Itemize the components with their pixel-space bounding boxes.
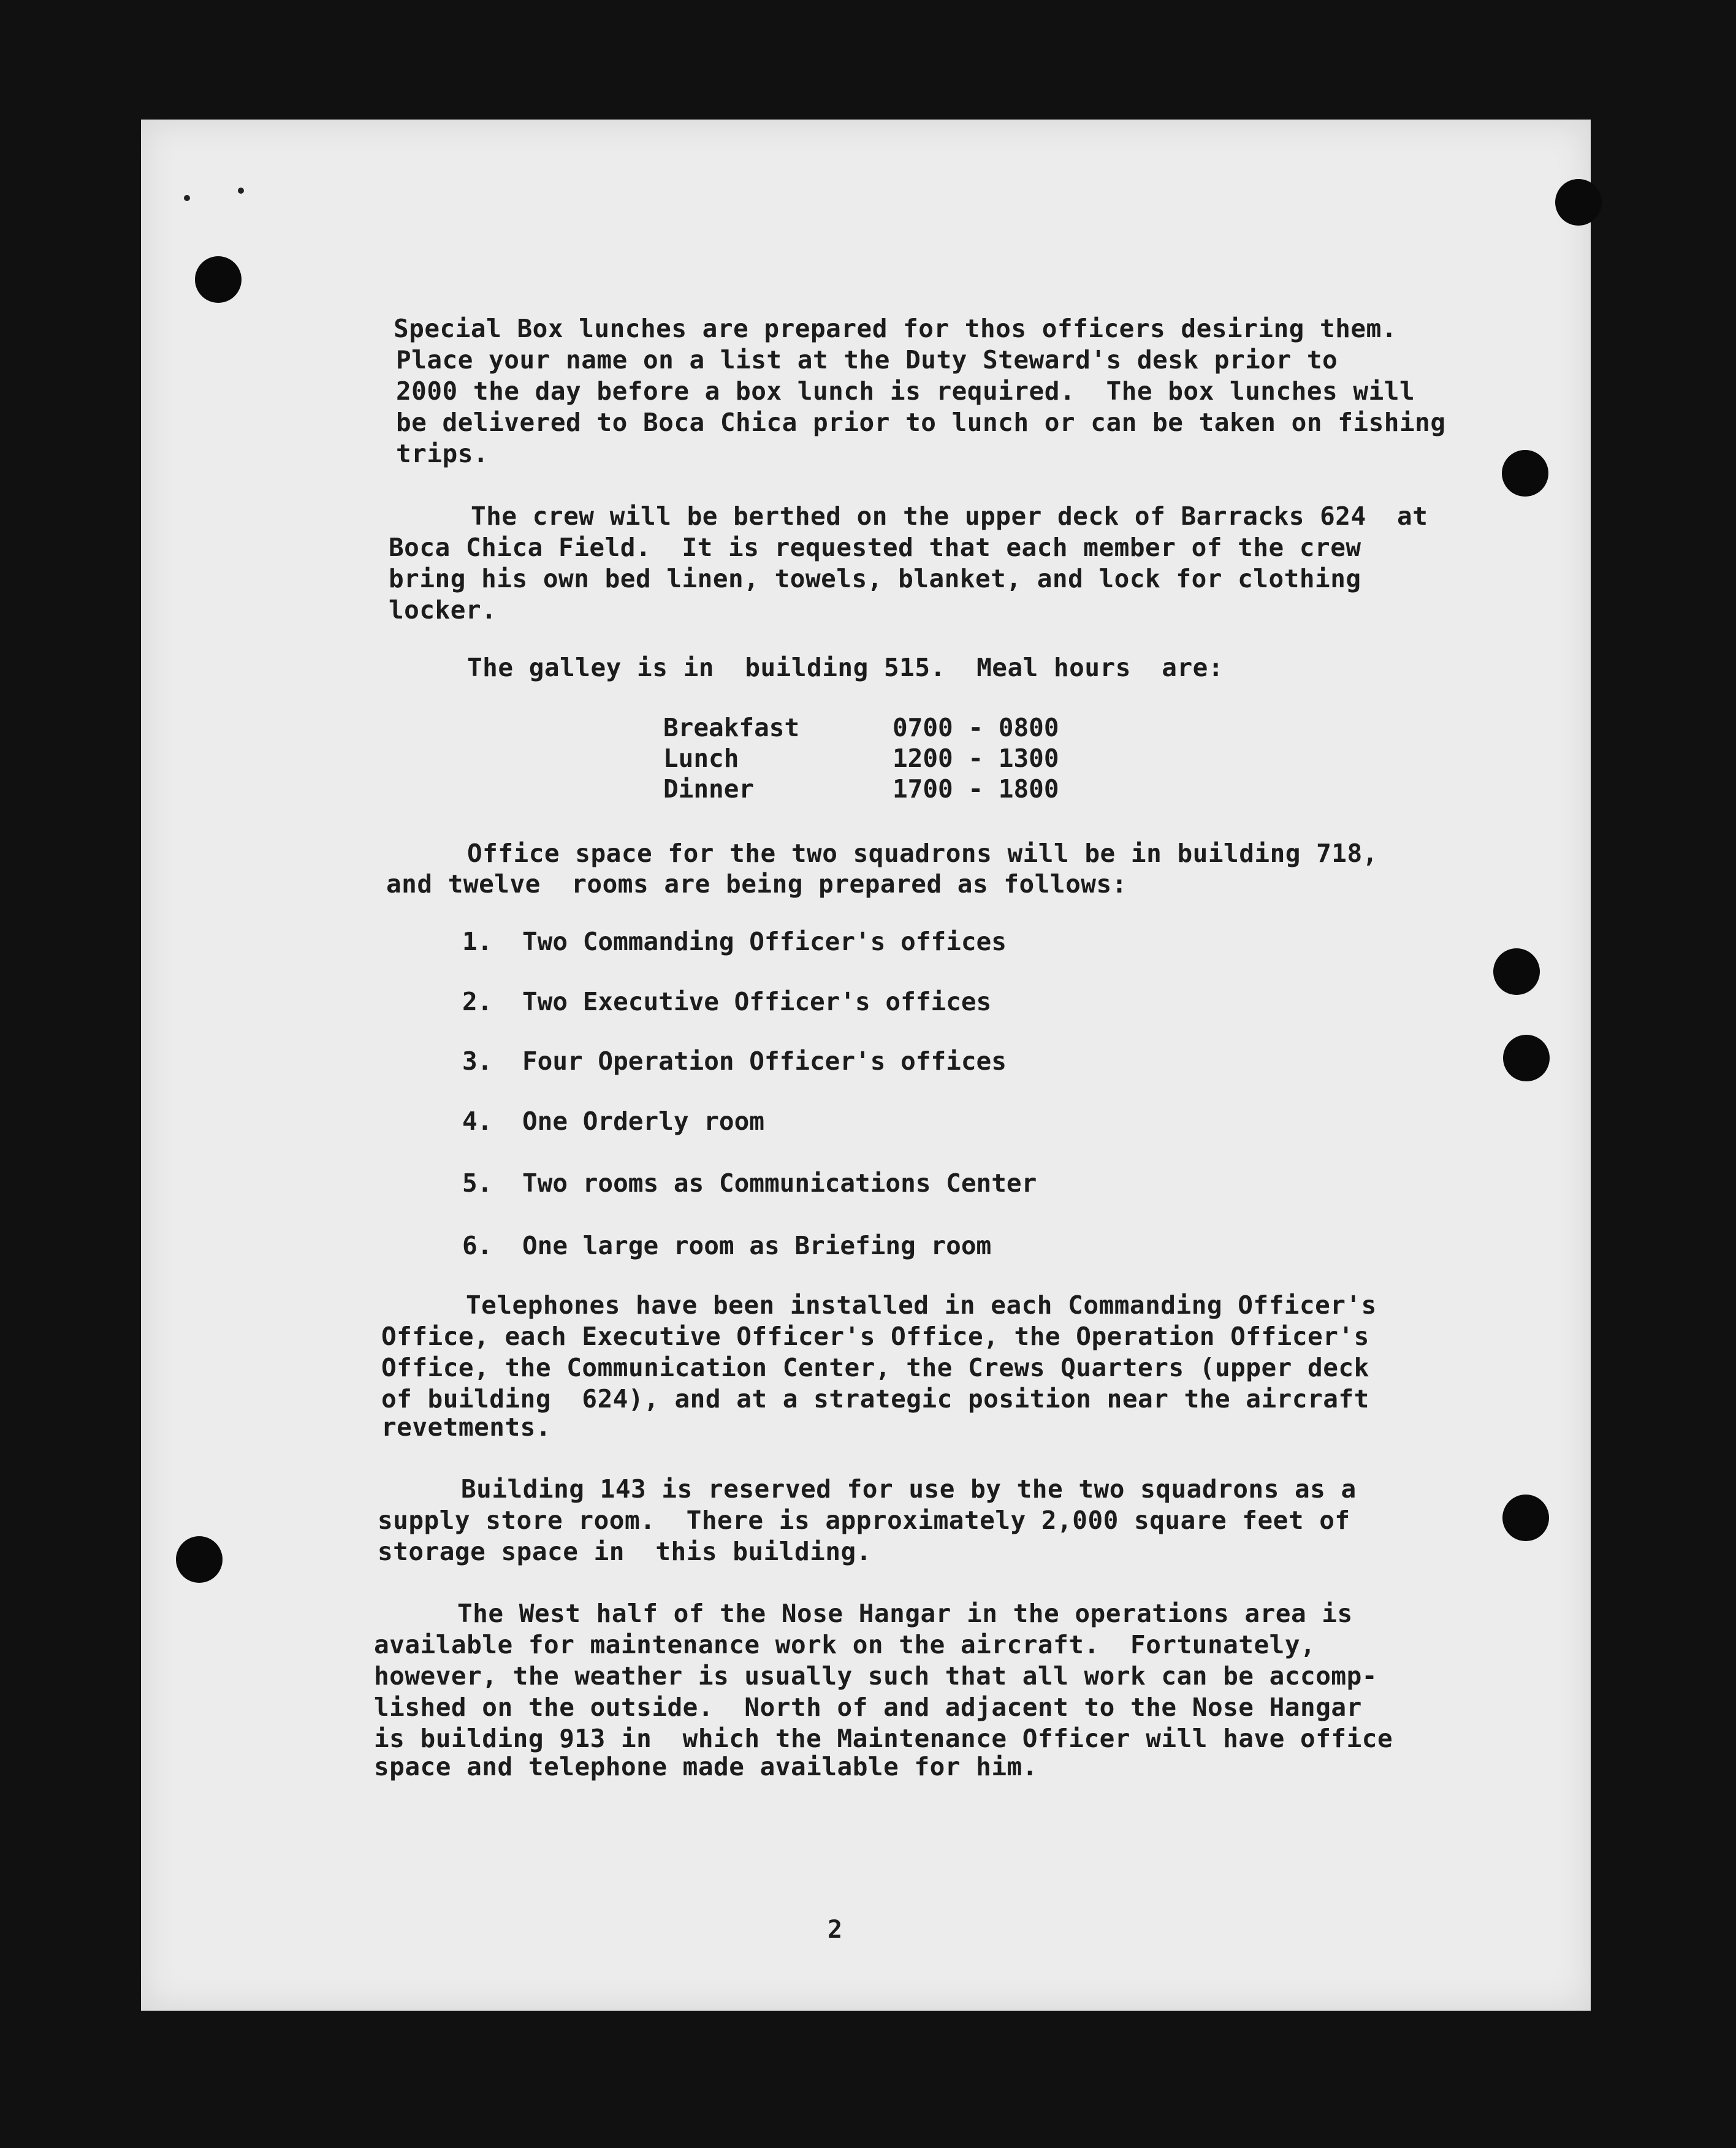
text-line: revetments.	[381, 1412, 552, 1442]
text-line: trips.	[396, 439, 489, 468]
text-line: space and telephone made available for him.	[374, 1752, 1038, 1781]
punch-hole	[1502, 450, 1548, 497]
list-number: 6.	[462, 1231, 493, 1260]
speck	[184, 195, 190, 201]
list-number: 2.	[462, 987, 493, 1016]
text-line: and twelve rooms are being prepared as follows:	[386, 869, 1127, 899]
meal-hours: 1200 - 1300	[893, 744, 1059, 773]
text-line: storage space in this building.	[378, 1537, 872, 1566]
text-line: locker.	[389, 595, 497, 625]
text-line: is building 913 in which the Maintenance Officer will have office	[374, 1724, 1393, 1753]
text-line: available for maintenance work on the aircraft. Fortunately,	[374, 1630, 1316, 1659]
text-line: Telephones have been installed in each Commanding Officer's	[466, 1290, 1377, 1320]
text-line: be delivered to Boca Chica prior to lunch or can be taken on fishing	[396, 408, 1446, 437]
text-line: Building 143 is reserved for use by the two squadrons as a	[461, 1474, 1357, 1504]
text-line: The crew will be berthed on the upper deck of Barracks 624 at	[471, 501, 1428, 531]
list-item-text: One Orderly room	[522, 1106, 764, 1136]
text-line: The West half of the Nose Hangar in the operations area is	[457, 1599, 1353, 1628]
speck	[238, 188, 244, 194]
list-item-text: Two rooms as Communications Center	[522, 1168, 1037, 1198]
meal-name: Breakfast	[663, 713, 800, 742]
list-item-text: Two Executive Officer's offices	[522, 987, 992, 1016]
text-line: Office, each Executive Officer's Office, the Operation Officer's	[381, 1322, 1369, 1351]
list-number: 3.	[462, 1046, 493, 1076]
text-line: of building 624), and at a strategic position near the aircraft	[381, 1384, 1369, 1414]
list-number: 1.	[462, 927, 493, 956]
text-line: lished on the outside. North of and adjacent to the Nose Hangar	[374, 1693, 1362, 1722]
text-line: Boca Chica Field. It is requested that each member of the crew	[389, 533, 1361, 562]
punch-hole	[195, 256, 242, 303]
punch-hole	[1502, 1495, 1549, 1541]
meal-hours: 0700 - 0800	[893, 713, 1059, 742]
text-line: however, the weather is usually such that all work can be accomp-	[374, 1661, 1377, 1691]
punch-hole	[1493, 948, 1540, 995]
punch-hole	[1555, 179, 1602, 226]
list-item-text: Four Operation Officer's offices	[522, 1046, 1007, 1076]
meal-name: Lunch	[663, 744, 739, 773]
text-line: Office space for the two squadrons will be in building 718,	[467, 839, 1378, 868]
text-line: Special Box lunches are prepared for thos officers desiring them.	[394, 314, 1397, 343]
punch-hole	[176, 1536, 223, 1583]
punch-hole	[1503, 1035, 1550, 1081]
galley-paragraph: The galley is in building 515. Meal hours are:	[467, 653, 1224, 682]
list-number: 4.	[462, 1106, 493, 1136]
list-item-text: Two Commanding Officer's offices	[522, 927, 1007, 956]
list-number: 5.	[462, 1168, 493, 1198]
meal-hours: 1700 - 1800	[893, 774, 1059, 804]
text-line: supply store room. There is approximately 2,000 square feet of	[378, 1506, 1350, 1535]
text-line: Place your name on a list at the Duty Steward's desk prior to	[396, 345, 1338, 375]
page-number: 2	[828, 1916, 843, 1944]
list-item-text: One large room as Briefing room	[522, 1231, 992, 1260]
meal-name: Dinner	[663, 774, 755, 804]
text-line: 2000 the day before a box lunch is required. The box lunches will	[396, 376, 1415, 406]
text-line: Office, the Communication Center, the Crews Quarters (upper deck	[381, 1353, 1369, 1382]
text-line: bring his own bed linen, towels, blanket, and lock for clothing	[389, 564, 1361, 593]
